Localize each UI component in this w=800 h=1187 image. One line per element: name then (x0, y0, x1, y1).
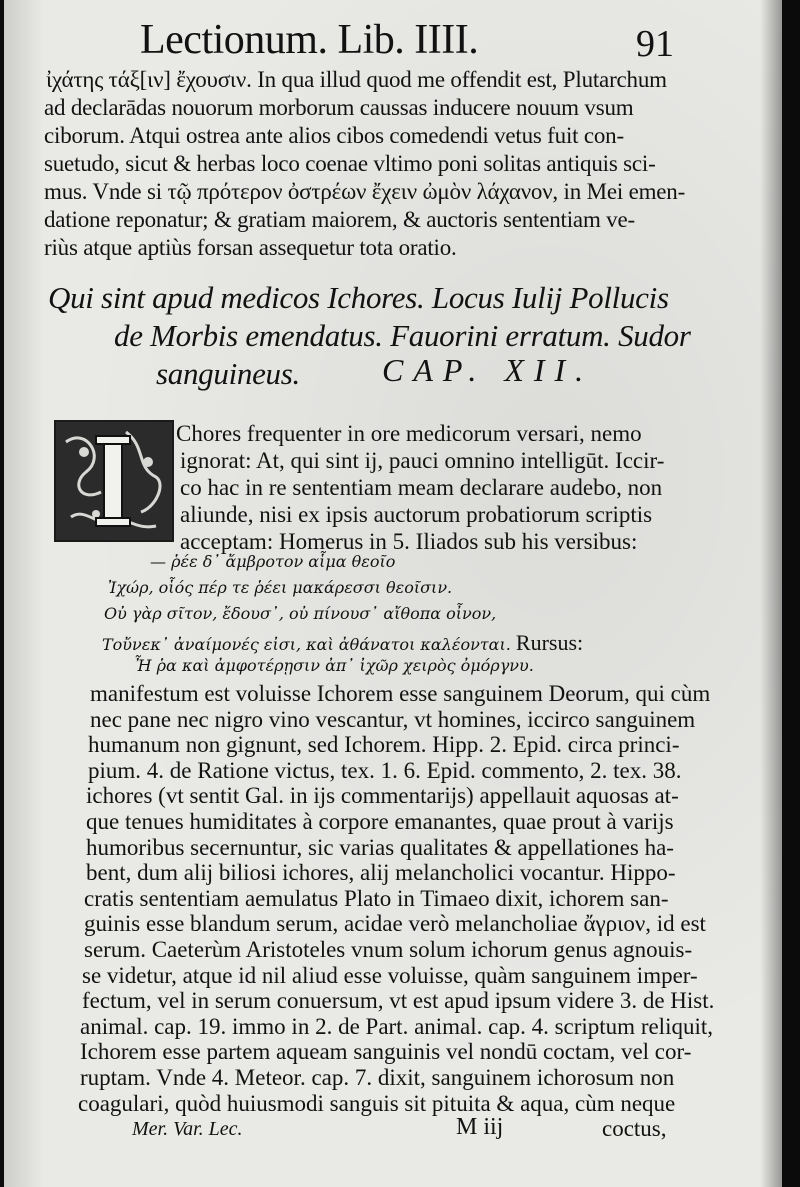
text-line: riùs atque aptiùs forsan assequetur tota oratio. (44, 235, 457, 260)
text-line: ichores (vt sentit Gal. in ijs commentarijs) appellauit aquosas at- (86, 783, 679, 809)
text-line: guinis esse blandum serum, acidae verò melancholiae ἄγριον, id est (84, 911, 706, 937)
catchword: coctus, (602, 1116, 667, 1141)
page-number: 91 (636, 23, 674, 65)
text-line: mus. Vnde si τῷ πρότερον ὀστρέων ἔχειν ὠμὸν λάχανον, in Mei emen- (44, 179, 686, 204)
text-line: se videtur, atque id nil aliud esse voluisse, quàm sanguinem imper- (82, 962, 698, 988)
rursus-word: Rursus: (515, 630, 584, 655)
text-line: serum. Caeterùm Aristoteles vnum solum ichorum genus agnouis- (84, 937, 693, 962)
text-line: aliunde, nisi ex ipsis auctorum probatiorum scriptis (180, 502, 653, 527)
text-line: acceptam: Homerus in 5. Iliados sub his versibus: (180, 529, 638, 554)
chapter-title-line: Qui sint apud medicos Ichores. Locus Iulij Pollucis (48, 280, 669, 315)
signature-title: Mer. Var. Lec. (132, 1118, 243, 1140)
text-line: humoribus secernuntur, sic varias qualitates & appellationes ha- (86, 834, 674, 860)
text-line: ruptam. Vnde 4. Meteor. cap. 7. dixit, sanguinem ichorosum non (80, 1065, 675, 1090)
text-line: cratis sententiam aemulatus Plato in Timaeo dixit, ichorem san- (84, 885, 669, 911)
text-line: que tenues humiditates à corpore emanantes, quae prout à varijs (86, 809, 674, 834)
floral-initial-icon (56, 422, 172, 540)
greek-verse: Οὐ γὰρ σῖτον, ἔδουσ᾽, οὐ πίνουσ᾽ αἴθοπα οἶνον, (104, 604, 497, 623)
text-line: bent, dum alij biliosi ichores, alij melancholici vocantur. Hippo- (86, 860, 676, 886)
text-line: ad declarādas nouorum morborum caussas inducere nouum vsum (44, 95, 634, 120)
text-line: ciborum. Atqui ostrea ante alios cibos comedendi vetus fuit con- (44, 123, 624, 148)
running-head: Lectionum. Lib. IIII. (140, 17, 479, 63)
text-line: coagulari, quòd huiusmodi sanguis sit pituita & aqua, cùm neque (78, 1091, 676, 1116)
text-line: animal. cap. 19. immo in 2. de Part. animal. cap. 4. scriptum reliquit, (80, 1013, 713, 1039)
decorated-initial (54, 420, 174, 542)
text-line: manifestum est voluisse Ichorem esse sanguinem Deorum, qui cùm (90, 681, 711, 706)
text-line: co hac in re sententiam meam declarare audebo, non (180, 475, 663, 500)
chapter-title-line: sanguineus. (156, 356, 300, 391)
text-line: ἰχάτης τάξ[ιν] ἔχουσιν. In qua illud quod me offendit est, Plutarchum (46, 67, 667, 92)
book-page (4, 0, 782, 1187)
text-line: Chores frequenter in ore medicorum versari, nemo (176, 421, 642, 446)
greek-verse: Ἦ ῥα καὶ ἀμφοτέρῃσιν ἀπ᾽ ἰχῶρ χειρὸς ὀμόργνυ. (134, 656, 534, 675)
greek-verse-with-rursus (102, 630, 583, 656)
text-line: fectum, vel in serum conuersum, vt est apud ipsum videre 3. de Hist. (82, 988, 715, 1014)
signature-mark: M iij (456, 1114, 504, 1140)
text-line: nec pane nec nigro vino vescantur, vt homines, iccirco sanguinem (90, 706, 696, 732)
text-line: suetudo, sicut & herbas loco coenae vltimo poni solitas antiquis sci- (44, 151, 656, 176)
text-line: ignorat: At, qui sint ij, pauci omnino intelligūt. Iccir- (180, 448, 665, 473)
chapter-label: CAP. XII. (382, 352, 594, 388)
greek-verse: Ἰχώρ, οἷός πέρ τε ῥέει μακάρεσσι θεοῖσιν. (108, 578, 453, 597)
text-line: pium. 4. de Ratione victus, tex. 1. 6. Epid. commento, 2. tex. 38. (88, 757, 682, 783)
page-gutter-shadow (760, 0, 782, 1187)
text-line: datione reponatur; & gratiam maiorem, & auctoris sententiam ve- (44, 207, 635, 232)
text-line: Ichorem esse partem aqueam sanguinis vel nondū coctam, vel cor- (80, 1039, 692, 1065)
greek-verse: Τοὔνεκ᾽ ἀναίμονές εἰσι, καὶ ἀθάνατοι καλέονται. (102, 635, 511, 654)
greek-verse: — ῥέε δ᾽ ἄμβροτον αἷμα θεοῖο (150, 552, 396, 571)
chapter-title-line: de Morbis emendatus. Fauorini erratum. Sudor (114, 318, 691, 353)
text-line: humanum non gignunt, sed Ichorem. Hipp. 2. Epid. circa princi- (88, 732, 680, 758)
